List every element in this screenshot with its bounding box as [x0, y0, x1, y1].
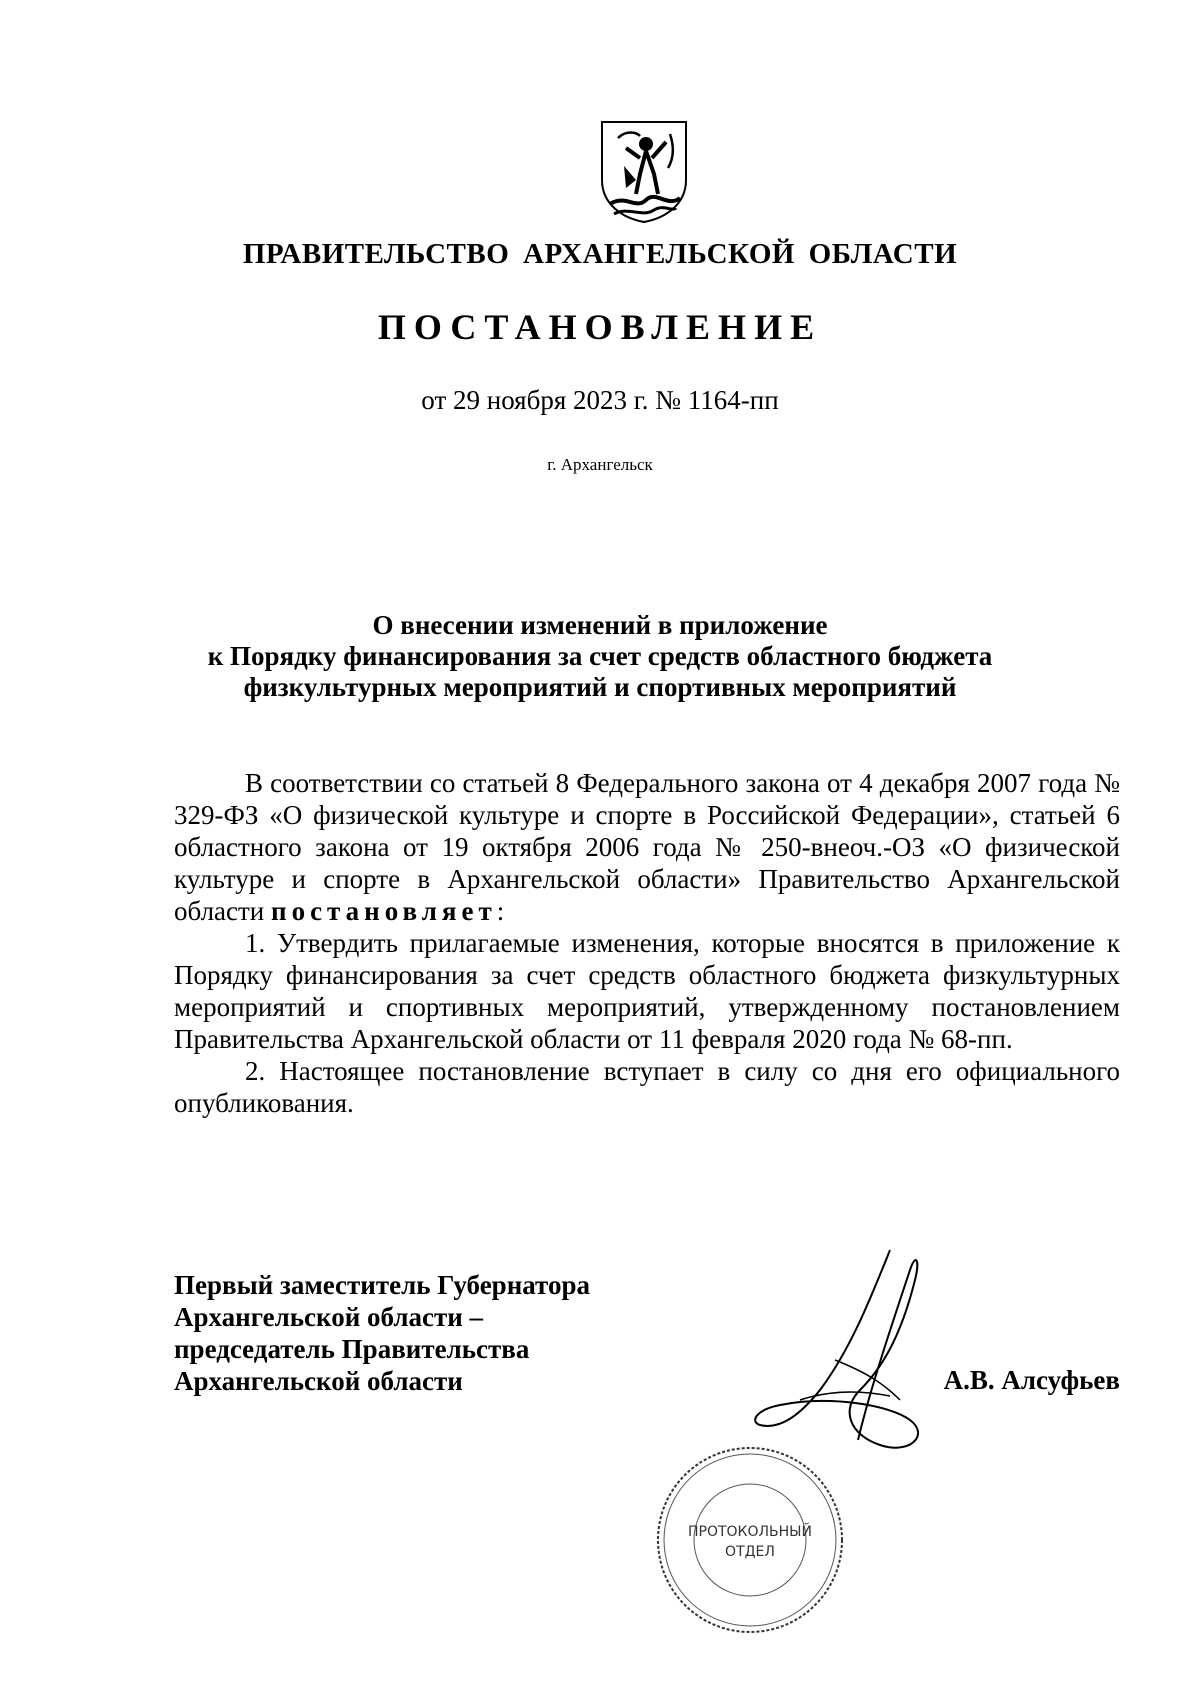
- coat-of-arms-emblem: [596, 118, 692, 224]
- item-2-paragraph: 2. Настоящее постановление вступает в силу со дня его официального опубликования.: [174, 1056, 1120, 1118]
- preamble-text: В соответствии со статьей 8 Федерального закона от 4 декабря 2007 года № 329-ФЗ «О физической культуре и спорте в Российской Федерации», статьей 6 областного закона от 19 октября 2006 года № 250-внеоч.-ОЗ «О физической культуре и спорте в Архангельской области» Правительство Архангельской области: [174, 768, 1120, 926]
- signatory-position-line: Архангельской области: [174, 1366, 463, 1396]
- signatory-name: А.В. Алсуфьев: [943, 1365, 1120, 1395]
- document-body: [174, 767, 1120, 1119]
- subject-line: к Порядку финансирования за счет средств областного бюджета: [207, 641, 993, 671]
- stamp-center-line: ОТДЕЛ: [725, 1544, 775, 1560]
- signatory-position: [174, 1269, 590, 1397]
- date-and-number: от 29 ноября 2023 г. № 1164-пп: [421, 385, 779, 415]
- city-label: г. Архангельск: [547, 455, 653, 474]
- stamp-center-line: ПРОТОКОЛЬНЫЙ: [687, 1524, 813, 1540]
- official-stamp: [650, 1440, 850, 1640]
- signatory-position-line: председатель Правительства: [174, 1334, 530, 1364]
- decree-colon: :: [496, 896, 505, 926]
- decree-word: постановляет: [271, 896, 497, 926]
- item-1-paragraph: 1. Утвердить прилагаемые изменения, которые вносятся в приложение к Порядку финансирования за счет средств областного бюджета физкультурных мероприятий и спортивных мероприятий, утвержденному постановлением Правительства Архангельской области от 11 февраля 2020 года № 68-пп.: [174, 928, 1120, 1054]
- signatory-position-line: Архангельской области –: [174, 1302, 484, 1332]
- document-type-title: ПОСТАНОВЛЕНИЕ: [377, 307, 823, 347]
- document-subject: [150, 610, 1050, 703]
- signatory-position-line: Первый заместитель Губернатора: [174, 1270, 590, 1300]
- organization-title: ПРАВИТЕЛЬСТВО АРХАНГЕЛЬСКОЙ ОБЛАСТИ: [242, 238, 958, 270]
- subject-line: О внесении изменений в приложение: [372, 610, 828, 640]
- subject-line: физкультурных мероприятий и спортивных мероприятий: [243, 672, 957, 702]
- preamble-paragraph: [174, 767, 1120, 927]
